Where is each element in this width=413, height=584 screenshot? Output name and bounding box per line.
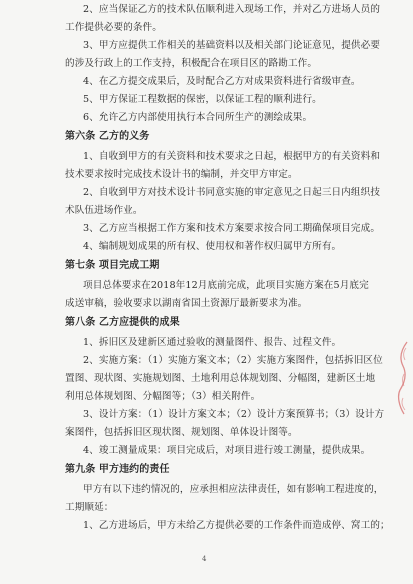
text-line: 5、甲方保证工程数据的保密，以保证工程的顺利进行。: [83, 94, 322, 105]
text-line: 利用总体规划图、分幅图等；（3）相关附件。: [65, 391, 261, 402]
text-line: 项目总体要求在2018年12月底前完成，此项目实施方案在5月底完: [83, 280, 369, 291]
text-line: 的涉及行政上的工作支持，积极配合在项目区的路勘工作。: [65, 58, 318, 69]
page-number: 4: [202, 555, 207, 563]
text-line: 1、拆旧区及建新区通过验收的测量图件、报告、过程文件。: [83, 337, 342, 348]
text-line: 案图件，包括拆旧区现状图、规划图、单体设计图等。: [65, 427, 298, 438]
text-line: 成送审稿，验收要求以湖南省国土资源厅最新要求为准。: [65, 298, 308, 309]
section-heading: 第六条 乙方的义务: [65, 131, 150, 142]
text-line: 工作提供必要的条件。: [65, 22, 162, 33]
text-line: 1、乙方进场后，甲方未给乙方提供必要的工作条件而造成停、窝工的；: [83, 520, 390, 531]
text-line: 工期顺延：: [65, 502, 114, 513]
text-line: 4、竣工测量成果：项目完成后，对项目进行竣工测量，提供成果。: [83, 445, 371, 456]
text-line: 术队伍进场作业。: [65, 205, 143, 216]
section-heading: 第七条 项目完成工期: [65, 260, 160, 271]
text-line: 置图、现状图、实施规划图、土地利用总体规划图、分幅图，建新区土地: [65, 373, 376, 384]
text-line: 1、自收到甲方的有关资料和技术要求之日起，根据甲方的有关资料和: [83, 151, 381, 162]
red-seal-mark: [395, 340, 411, 418]
text-line: 3、乙方应当根据工作方案和技术方案要求按合同工期确保项目完成。: [83, 223, 381, 234]
text-line: 2、应当保证乙方的技术队伍顺利进入现场工作，并对乙方进场人员的: [83, 4, 381, 15]
text-line: 2、自收到甲方对技术设计书同意实施的审定意见之日起三日内组织技: [83, 187, 381, 198]
text-line: 甲方有以下违约情况的，应承担相应法律责任，如有影响工程进度的，: [83, 484, 384, 495]
text-line: 2、实施方案：（1）实施方案文本；（2）实施方案图件，包括拆旧区位: [83, 355, 383, 366]
text-line: 3、设计方案：（1）设计方案文本；（2）设计方案预算书；（3）设计方: [83, 409, 385, 420]
text-line: 3、甲方应提供工作相关的基础资料以及相关部门论证意见，提供必要: [83, 40, 381, 51]
section-heading: 第八条 乙方应提供的成果: [65, 317, 180, 328]
section-heading: 第九条 甲方违约的责任: [65, 464, 170, 475]
text-line: 4、编制规划成果的所有权、使用权和著作权归属甲方所有。: [83, 241, 342, 252]
text-line: 技术要求按时完成技术设计书的编制，并交甲方审定。: [65, 169, 298, 180]
text-line: 6、允许乙方内部使用执行本合同所生产的测绘成果。: [83, 112, 313, 123]
text-line: 4、在乙方提交成果后，及时配合乙方对成果资料进行省级审查。: [83, 76, 361, 87]
